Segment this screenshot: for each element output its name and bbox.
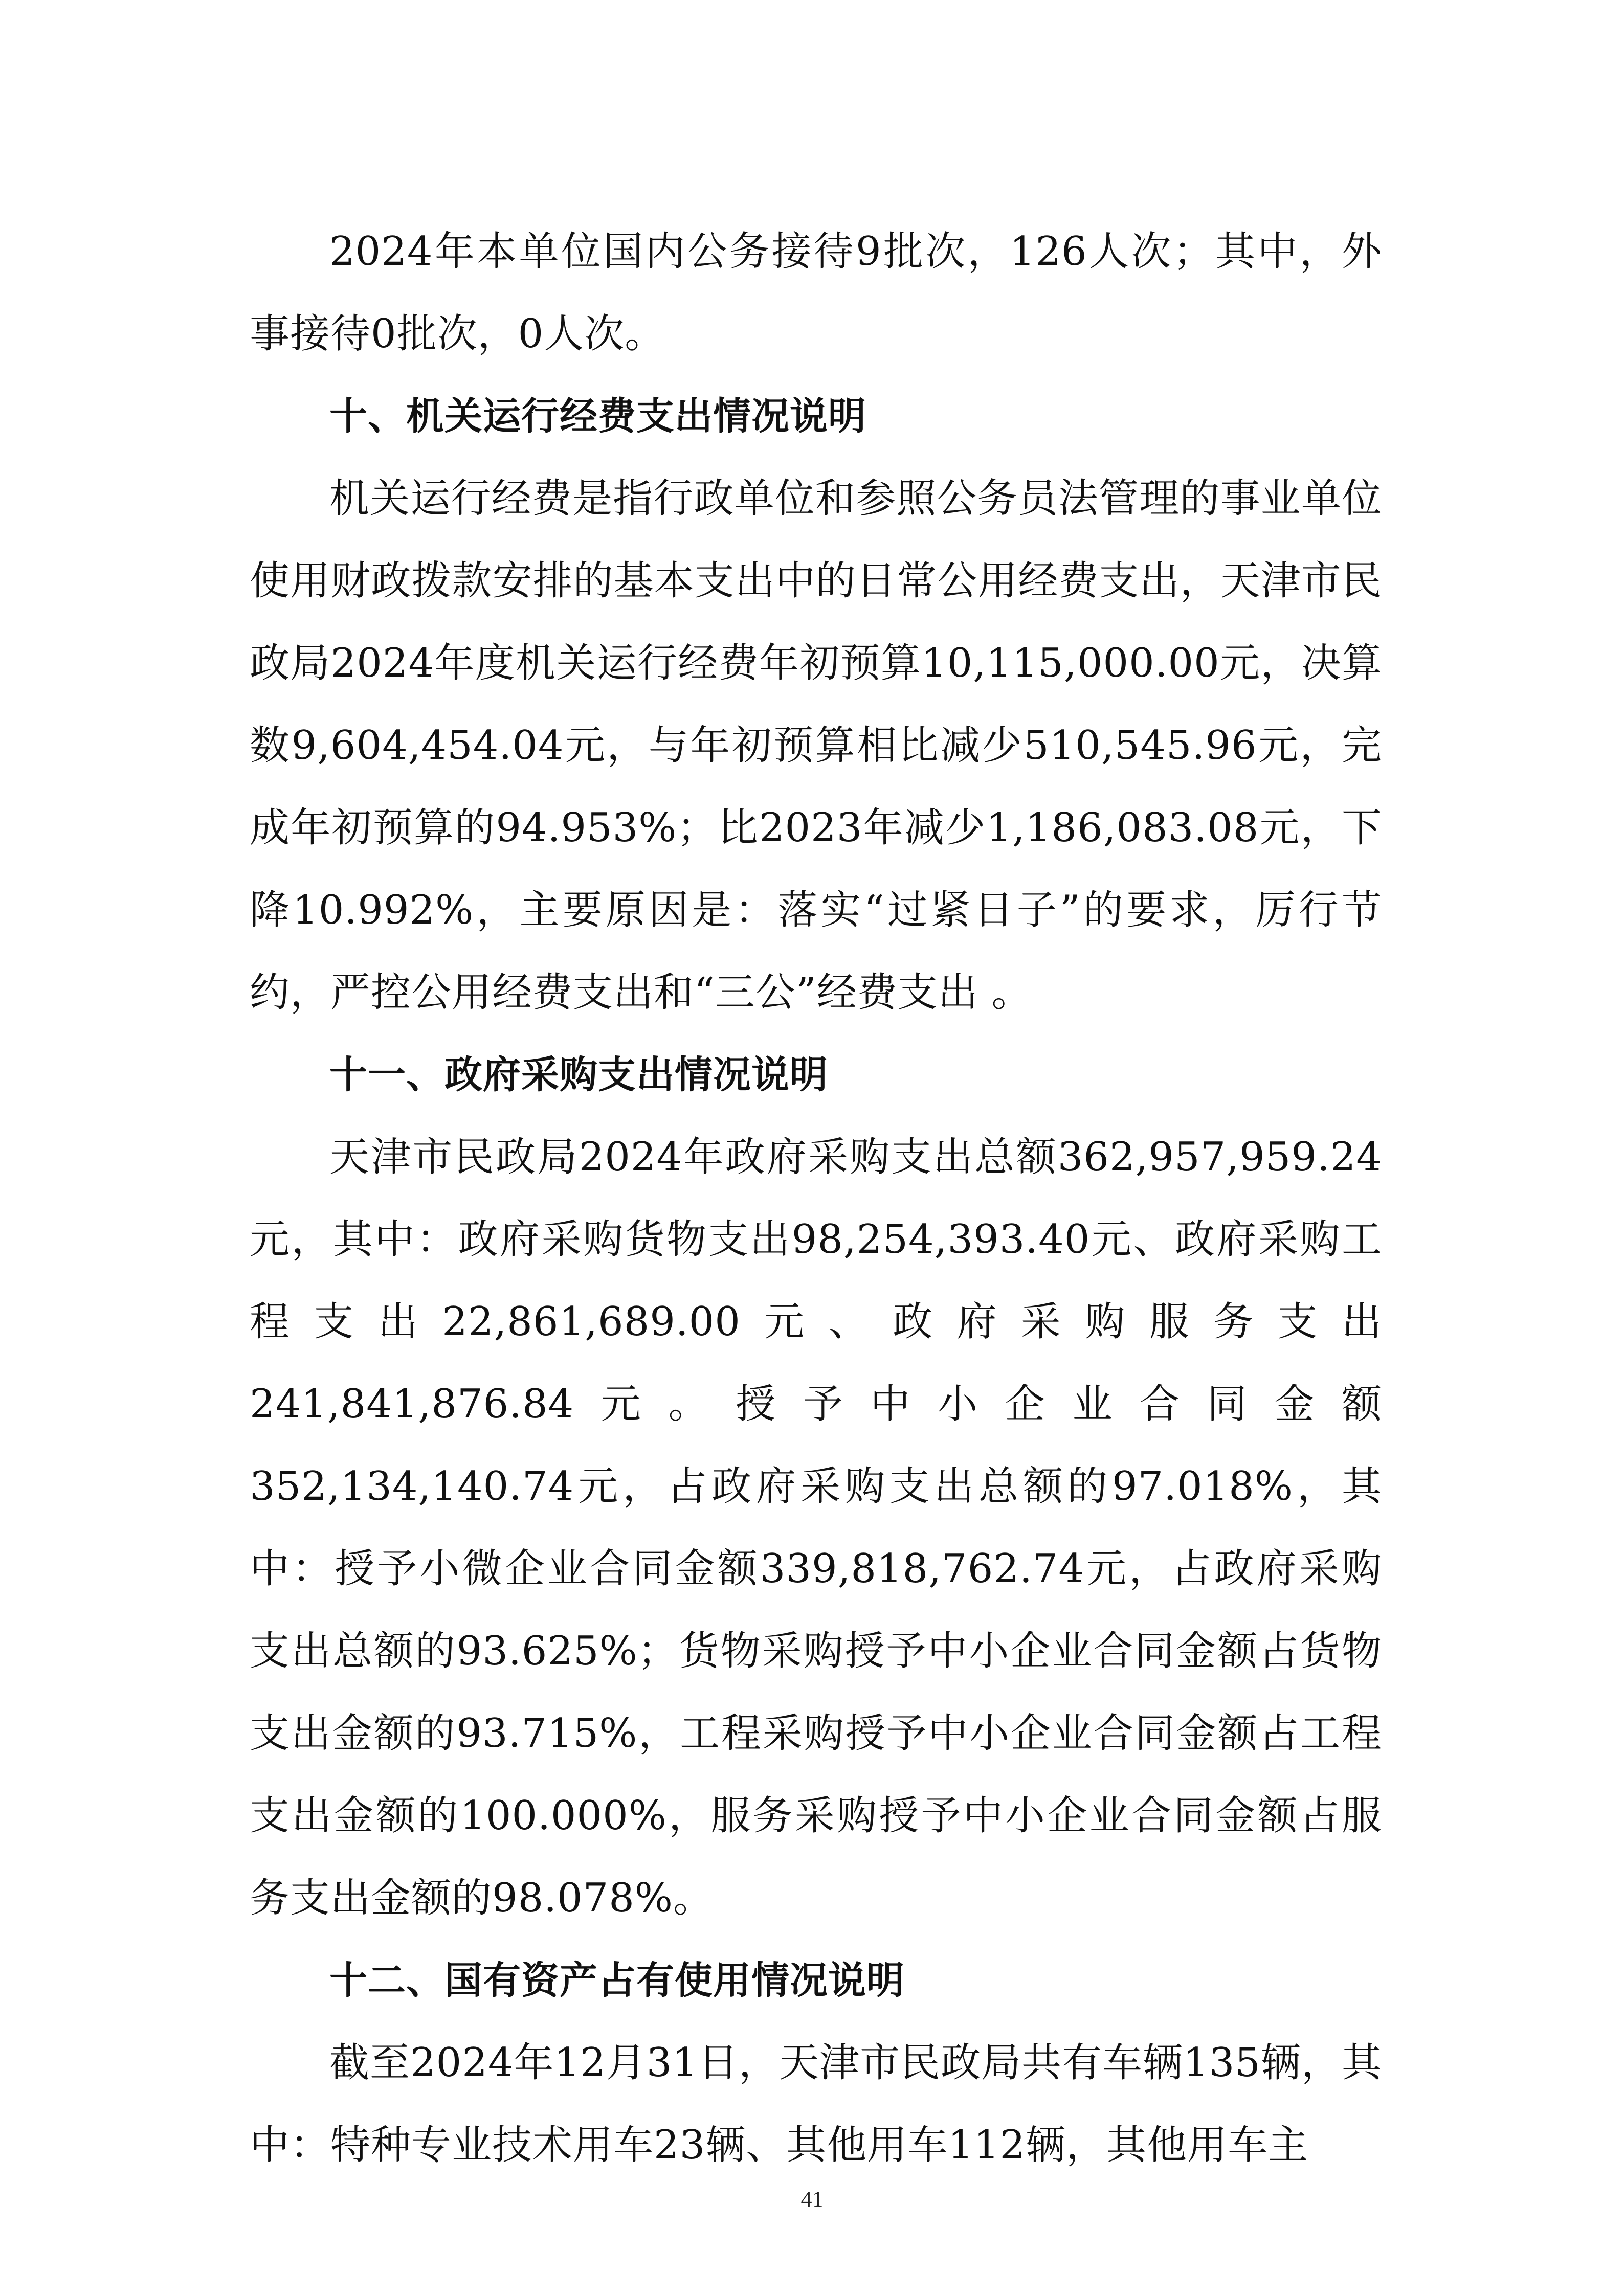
section-heading-10: 十、机关运行经费支出情况说明 xyxy=(329,394,866,438)
section-heading-11: 十一、政府采购支出情况说明 xyxy=(329,1053,828,1097)
page-number: 41 xyxy=(800,2187,824,2212)
page-body xyxy=(250,211,1382,2187)
paragraph-operating-expenses: 机关运行经费是指行政单位和参照公务员法管理的事业单位使用财政拨款安排的基本支出中的日常公用经费支出，天津市民政局2024年度机关运行经费年初预算10,115,000.00元，决算数9,604,454.04元，与年初预算相比减少510,545.96元，完成年初预算的94.953%；比2023年减少1,186,083.08元，下降10.992%，主要原因是：落实“过紧日子”的要求，厉行节约，严控公用经费支出和“三公”经费支出 。 xyxy=(250,476,1382,1016)
paragraph-state-assets: 截至2024年12月31日，天津市民政局共有车辆135辆，其中：特种专业技术用车23辆、其他用车112辆，其他用车主 xyxy=(250,2040,1382,2168)
paragraph-government-procurement: 天津市民政局2024年政府采购支出总额362,957,959.24元，其中：政府采购货物支出98,254,393.40元、政府采购工程支出22,861,689.00元、政府采购服务支出241,841,876.84元。授予中小企业合同金额352,134,140.74元，占政府采购支出总额的97.018%，其中：授予小微企业合同金额339,818,762.74元，占政府采购支出总额的93.625%；货物采购授予中小企业合同金额占货物支出金额的93.715%，工程采购授予中小企业合同金额占工程支出金额的100.000%，服务采购授予中小企业合同金额占服务支出金额的98.078%。 xyxy=(250,1134,1382,1921)
paragraph-official-reception: 2024年本单位国内公务接待9批次，126人次；其中，外事接待0批次，0人次。 xyxy=(250,229,1382,357)
section-heading-12: 十二、国有资产占有使用情况说明 xyxy=(329,1959,905,2002)
